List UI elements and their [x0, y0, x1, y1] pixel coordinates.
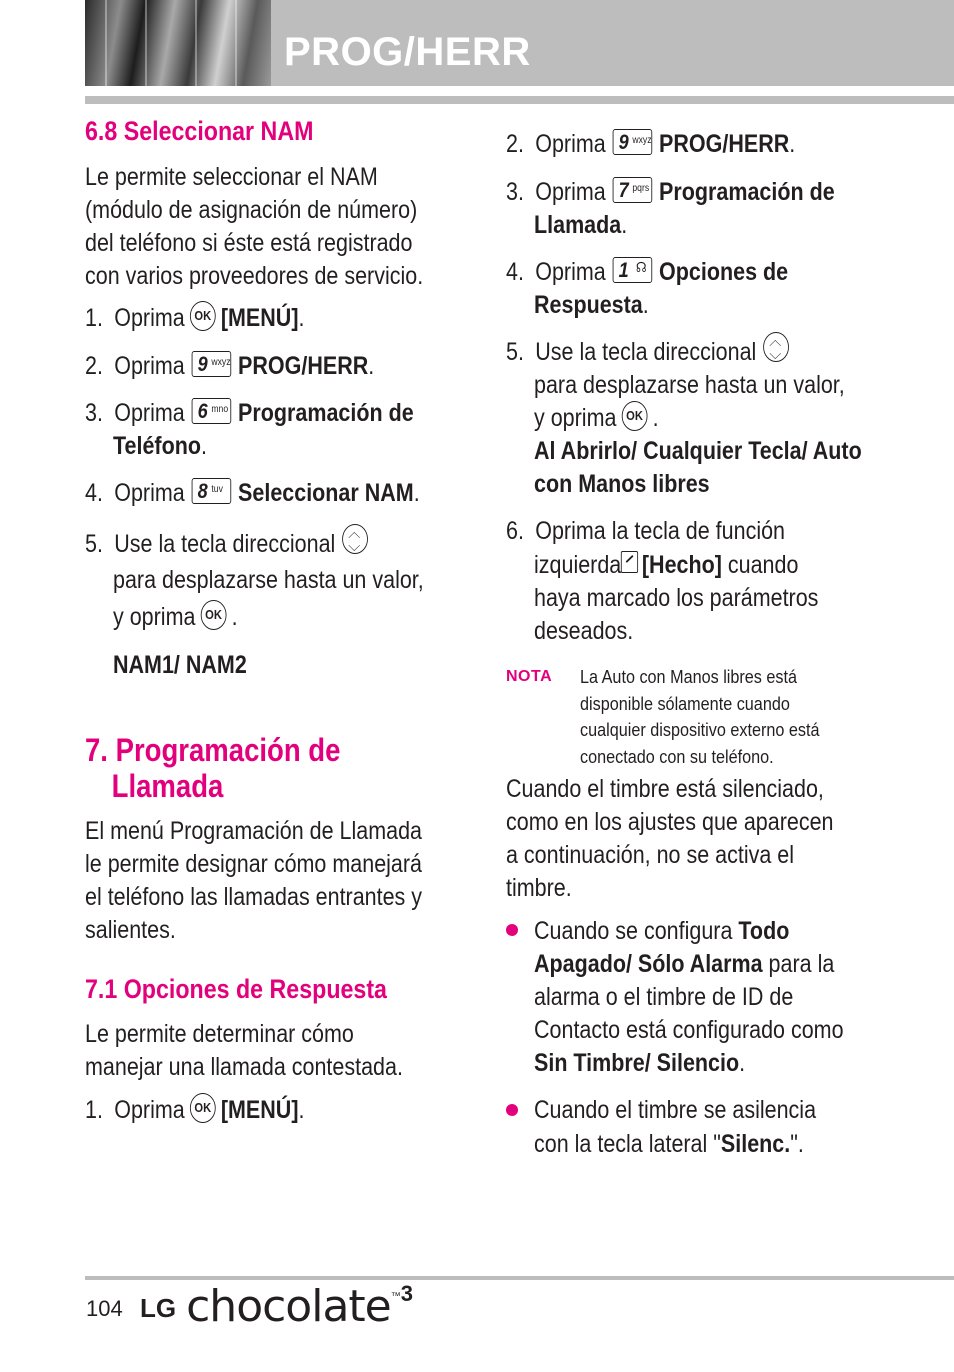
ok-key-icon: OK [622, 401, 648, 431]
r-step-4-cont: Respuesta. [534, 291, 649, 319]
r-step-5-opt-2: con Manos libres [534, 470, 710, 498]
bullet-1-line-5: Sin Timbre/ Silencio. [534, 1049, 746, 1077]
bullet-1-line-1: Cuando se configura Todo [534, 917, 790, 945]
section-heading-7-1: 7.1 Opciones de Respuesta [85, 974, 387, 1004]
header-photo [85, 0, 271, 86]
bullet-1-line-2: Apagado/ Sólo Alarma para la [534, 950, 835, 978]
r-para-line-4: timbre. [506, 874, 572, 902]
ok-key-icon: OK [190, 1093, 216, 1123]
intro-line-4: con varios proveedores de servicio. [85, 262, 424, 290]
navigation-key-icon [763, 332, 789, 362]
r-step-5-line-2: para desplazarse hasta un valor, [534, 371, 845, 399]
section-heading-7: 7. Programación de Llamada [85, 732, 341, 804]
step-4: 4. Oprima 8 tuv Seleccionar NAM. [85, 479, 420, 507]
step-3-cont: Teléfono. [113, 432, 207, 460]
navigation-key-icon [342, 524, 368, 554]
footer-rule [85, 1276, 954, 1280]
r-step-3: 3. Oprima 7 pqrs Programación de [506, 178, 835, 206]
r-step-5-opt-1: Al Abrirlo/ Cualquier Tecla/ Auto [534, 437, 862, 465]
r-step-6-line-3: haya marcado los parámetros [534, 584, 819, 612]
section-71-line-1: Le permite determinar cómo [85, 1020, 354, 1048]
section-71-step-1: 1. Oprima OK [MENÚ]. [85, 1094, 304, 1127]
r-step-6-line-2: izquierda [Hecho] cuando [534, 551, 799, 579]
intro-line-3: del teléfono si éste está registrado [85, 229, 413, 257]
bullet-2-line-2: con la tecla lateral "Silenc.". [534, 1130, 804, 1158]
bullet-1-line-4: Contacto está configurado como [534, 1016, 844, 1044]
step-5-line-2: para desplazarse hasta un valor, [113, 566, 424, 594]
section-7-line-1: El menú Programación de Llamada [85, 817, 423, 845]
page-title: PROG/HERR [284, 30, 531, 74]
key-9-icon: 9 wxyz [613, 129, 653, 155]
r-step-2: 2. Oprima 9 wxyz PROG/HERR. [506, 130, 796, 158]
key-8-icon: 8 tuv [192, 478, 232, 504]
r-step-4: 4. Oprima 1 ☊ Opciones de [506, 258, 789, 286]
bullet-dot [506, 924, 518, 936]
header-rule [85, 96, 954, 104]
product-name: chocolate [186, 1281, 391, 1332]
section-7-line-2: le permite designar cómo manejará [85, 850, 422, 878]
step-5-options: NAM1/ NAM2 [113, 651, 247, 679]
bullet-dot [506, 1104, 518, 1116]
key-6-icon: 6 mno [192, 398, 232, 424]
r-step-6-line-4: deseados. [534, 617, 634, 645]
r-para-line-3: a continuación, no se activa el [506, 841, 795, 869]
r-step-3-cont: Llamada. [534, 211, 628, 239]
section-7-line-4: salientes. [85, 916, 176, 944]
intro-line-1: Le permite seleccionar el NAM [85, 163, 378, 191]
step-5: 5. Use la tecla direccional︿ ﹀ [85, 528, 375, 561]
bullet-1-line-3: alarma o el timbre de ID de [534, 983, 794, 1011]
key-9-icon: 9 wxyz [192, 351, 232, 377]
key-7-icon: 7 pqrs [613, 177, 653, 203]
ok-key-icon: OK [201, 600, 227, 630]
section-heading-6-8: 6.8 Seleccionar NAM [85, 116, 314, 146]
step-3: 3. Oprima 6 mno Programación de [85, 399, 414, 427]
note-text: La Auto con Manos libres está disponible sólamente cuando cualquier dispositivo externo está conectado con su teléfono. [580, 667, 820, 767]
section-7-line-3: el teléfono las llamadas entrantes y [85, 883, 423, 911]
section-71-line-2: manejar una llamada contestada. [85, 1053, 403, 1081]
intro-line-2: (módulo de asignación de número) [85, 196, 418, 224]
r-step-6: 6. Oprima la tecla de función [506, 517, 786, 545]
step-1: 1. Oprima OK [MENÚ]. [85, 302, 304, 335]
page-number: 104 [86, 1296, 123, 1321]
step-2: 2. Oprima 9 wxyz PROG/HERR. [85, 352, 375, 380]
r-para-line-2: como en los ajustes que aparecen [506, 808, 834, 836]
note-tag: NOTA [506, 668, 553, 685]
product-logo: LG chocolate$^{™3}$ [140, 1281, 413, 1332]
key-1-voicemail-icon: 1 ☊ [613, 257, 653, 283]
r-para-line-1: Cuando el timbre está silenciado, [506, 775, 824, 803]
r-step-5-line-3: y oprima OK . [534, 402, 659, 435]
left-softkey-icon [621, 551, 638, 573]
ok-key-icon: OK [190, 301, 216, 331]
brand-logo: LG [140, 1293, 177, 1323]
bullet-2-line-1: Cuando el timbre se asilencia [534, 1096, 817, 1124]
r-step-5: 5. Use la tecla direccional︿ ﹀ [506, 336, 796, 369]
step-5-line-3: y oprima OK . [113, 601, 238, 634]
